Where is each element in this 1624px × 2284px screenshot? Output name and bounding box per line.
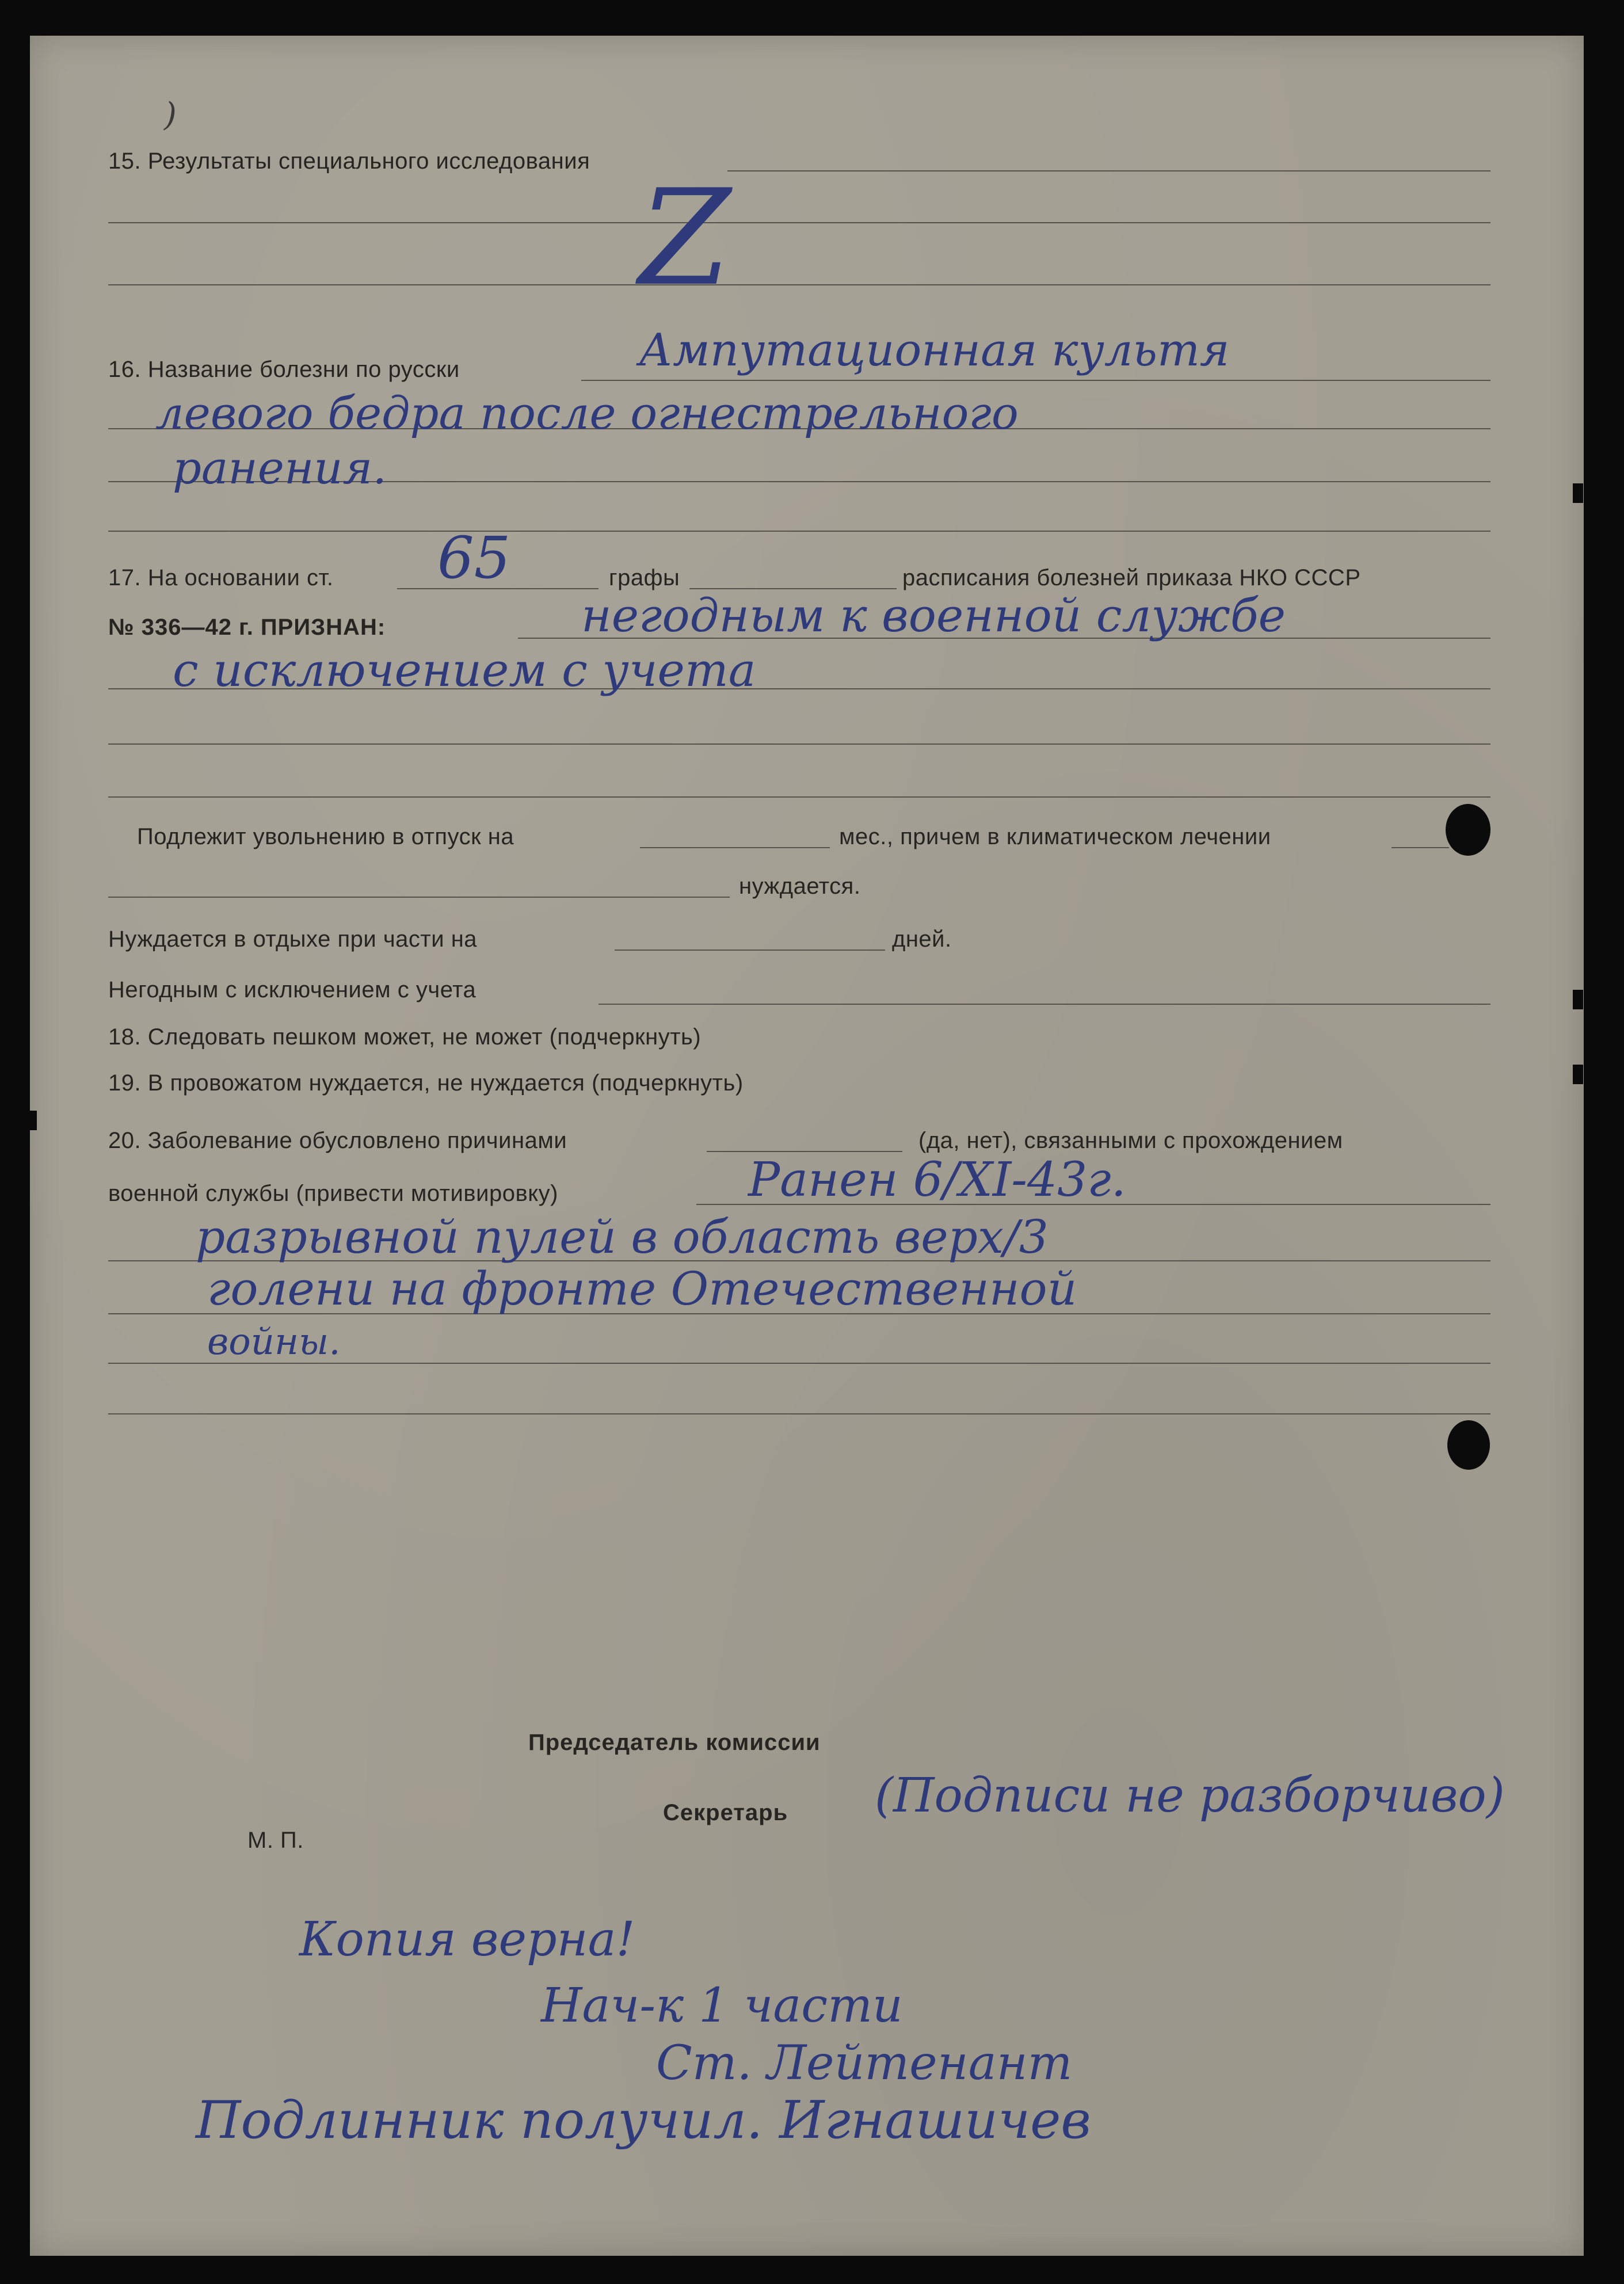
- item15-label: 15. Результаты специального исследования: [108, 148, 590, 174]
- item17-label-part1: 17. На основании ст.: [108, 565, 334, 590]
- edge-nick: [1573, 990, 1583, 1009]
- signatures-illegible-note: (Подписи не разборчиво): [875, 1768, 1505, 1823]
- item20-causes-line: [707, 1151, 902, 1152]
- item15-dash-mark: Z: [639, 162, 731, 315]
- item17-verdict-line: [108, 796, 1490, 798]
- rest-days-line: [615, 950, 885, 951]
- item16-diagnosis-line2: левого бедра после огнестрельного: [155, 388, 1019, 440]
- item20-label-line2: военной службы (привести мотивировку): [108, 1181, 558, 1206]
- item17-label-line2: № 336—42 г. ПРИЗНАН:: [108, 615, 386, 640]
- item15-line: [108, 284, 1490, 285]
- chairman-label: Председатель комиссии: [528, 1730, 821, 1755]
- unfit-label: Негодным с исключением с учета: [108, 977, 476, 1002]
- rest-label-part2: дней.: [892, 926, 952, 952]
- item16-line: [581, 380, 1490, 381]
- certification-copy-true: Копия верна!: [299, 1912, 635, 1967]
- item17-article-value: 65: [437, 524, 511, 592]
- item17-verdict-line1: негодным к военной службе: [581, 589, 1286, 642]
- item20-label-part1: 20. Заболевание обусловлено причинами: [108, 1128, 567, 1153]
- edge-nick: [1573, 1065, 1583, 1084]
- punch-hole-upper: [1446, 804, 1490, 856]
- edge-nick: [1573, 483, 1583, 503]
- item20-motive-line2: разрывной пулей в область верх/3: [196, 1210, 1049, 1264]
- secretary-label: Секретарь: [663, 1800, 788, 1825]
- rest-label-part1: Нуждается в отдыхе при части на: [108, 926, 478, 952]
- stamp-place-label: М. П.: [247, 1828, 304, 1853]
- item15-line: [727, 170, 1490, 171]
- leave-months-line: [640, 847, 830, 848]
- item20-label-part2: (да, нет), связанными с прохождением: [918, 1128, 1343, 1153]
- leave-climatic-line: [108, 897, 730, 898]
- item20-motive-line3: голени на фронте Отечественной: [207, 1262, 1077, 1316]
- item15-line: [108, 222, 1490, 223]
- certification-original-received: Подлинник получил. Игнашичев: [196, 2090, 1091, 2150]
- certification-head-of-unit: Нач-к 1 части: [541, 1978, 903, 2033]
- item20-motive-line1: Ранен 6/XI-43г.: [748, 1153, 1126, 1207]
- item17-verdict-line2: с исключением с учета: [173, 643, 756, 697]
- item18-label: 18. Следовать пешком может, не может (подчеркнуть): [108, 1024, 702, 1050]
- item16-line: [108, 531, 1490, 532]
- item17-verdict-line: [108, 743, 1490, 745]
- certification-rank: Ст. Лейтенант: [656, 2036, 1073, 2091]
- item16-diagnosis-line3: ранения.: [173, 443, 387, 494]
- edge-nick: [30, 1111, 37, 1130]
- item16-label: 16. Название болезни по русски: [108, 357, 460, 382]
- leave-label-part2: мес., причем в климатическом лечении: [839, 824, 1271, 849]
- punch-hole-lower: [1447, 1420, 1490, 1470]
- item19-label: 19. В провожатом нуждается, не нуждается (подчеркнуть): [108, 1070, 744, 1096]
- item20-motive-line4: войны.: [207, 1321, 341, 1363]
- item16-diagnosis-line1: Ампутационная культя: [639, 325, 1230, 376]
- leave-climatic-line: [1392, 847, 1449, 848]
- leave-label-part3: нуждается.: [739, 874, 861, 899]
- unfit-line: [598, 1004, 1490, 1005]
- pencil-mark: ): [164, 96, 177, 134]
- item17-label-part3: расписания болезней приказа НКО СССР: [902, 565, 1361, 590]
- item17-label-part2: графы: [609, 565, 680, 590]
- item20-motive-line: [108, 1413, 1490, 1414]
- leave-label-part1: Подлежит увольнению в отпуск на: [137, 824, 514, 849]
